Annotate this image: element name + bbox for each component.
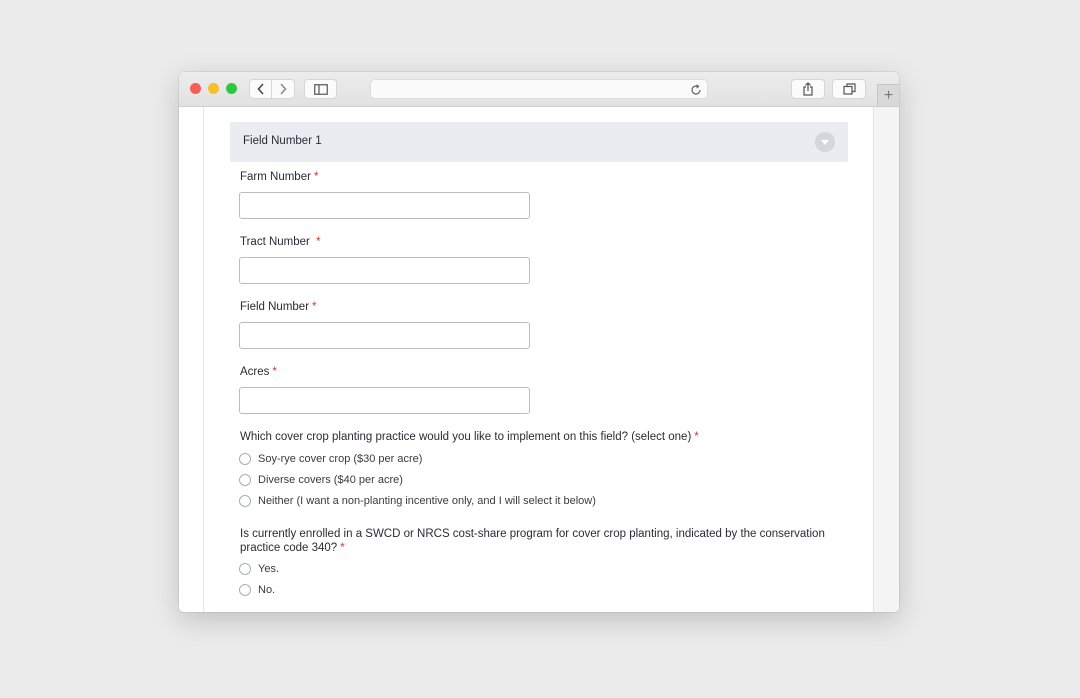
close-window-button[interactable]: [190, 83, 201, 94]
share-icon: [802, 82, 814, 96]
required-marker: *: [312, 301, 317, 313]
page-right-gutter: [873, 107, 899, 612]
required-marker: *: [272, 366, 277, 378]
browser-toolbar: [179, 72, 899, 107]
back-button[interactable]: [249, 79, 272, 99]
enrolled-option-label: Yes.: [258, 563, 280, 575]
reload-icon: [690, 84, 702, 96]
practice-option-soy-rye[interactable]: [239, 453, 422, 465]
navigation-buttons: [249, 79, 295, 99]
section-title: Field Number 1: [243, 135, 322, 147]
acres-label: [240, 365, 277, 379]
minimize-window-button[interactable]: [208, 83, 219, 94]
share-button[interactable]: [791, 79, 825, 99]
enrolled-question: [240, 527, 840, 555]
practice-option-label: Neither (I want a non-planting incentive only, and I will select it below): [258, 495, 596, 507]
tab-overview-button[interactable]: [832, 79, 866, 99]
practice-option-label: Diverse covers ($40 per acre): [258, 474, 403, 486]
required-marker: *: [313, 171, 319, 183]
radio-button[interactable]: [239, 474, 251, 486]
enrolled-option-no[interactable]: [239, 584, 275, 596]
plus-icon: +: [883, 86, 894, 104]
radio-button[interactable]: [239, 563, 251, 575]
practice-question: [240, 430, 840, 444]
practice-question-text: Which cover crop planting practice would you like to implement on this field? (select one): [240, 431, 692, 443]
page-left-border: [203, 107, 204, 612]
acres-label-text: Acres: [240, 366, 270, 378]
chevron-down-icon: [820, 139, 830, 146]
zoom-window-button[interactable]: [226, 83, 237, 94]
tract-number-label-text: Tract Number: [240, 236, 314, 248]
practice-option-diverse[interactable]: [239, 474, 403, 486]
tract-number-label: [240, 235, 321, 249]
practice-option-label: Soy-rye cover crop ($30 per acre): [258, 453, 423, 465]
field-number-label: [240, 300, 317, 314]
enrolled-question-text: Is currently enrolled in a SWCD or NRCS cost-share program for cover crop planting, indicated by the conservation practice code 340?: [240, 528, 825, 554]
enrolled-option-label: No.: [258, 584, 276, 596]
farm-number-input[interactable]: [239, 192, 530, 219]
enrolled-option-yes[interactable]: [239, 563, 279, 575]
chevron-left-icon: [257, 83, 265, 95]
forward-button[interactable]: [272, 79, 295, 99]
required-marker: *: [316, 236, 321, 248]
reload-button[interactable]: [690, 83, 702, 101]
browser-window: [179, 72, 899, 612]
sidebar-toggle-button[interactable]: [304, 79, 337, 99]
collapse-button[interactable]: [815, 132, 835, 152]
acres-input[interactable]: [239, 387, 530, 414]
sidebar-icon: [314, 84, 328, 95]
radio-button[interactable]: [239, 584, 251, 596]
chevron-right-icon: [279, 83, 287, 95]
field-number-input[interactable]: [239, 322, 530, 349]
radio-button[interactable]: [239, 495, 251, 507]
farm-number-label-text: Farm Number: [240, 171, 311, 183]
field-number-label-text: Field Number: [240, 301, 310, 313]
practice-option-neither[interactable]: [239, 495, 596, 507]
page-content: [179, 107, 899, 612]
radio-button[interactable]: [239, 453, 251, 465]
required-marker: *: [694, 431, 699, 443]
section-header[interactable]: [230, 122, 848, 162]
required-marker: *: [340, 542, 345, 554]
new-tab-button[interactable]: [877, 84, 899, 106]
farm-number-label: [240, 170, 318, 184]
tabs-icon: [843, 83, 856, 95]
address-bar[interactable]: [370, 79, 708, 99]
tract-number-input[interactable]: [239, 257, 530, 284]
